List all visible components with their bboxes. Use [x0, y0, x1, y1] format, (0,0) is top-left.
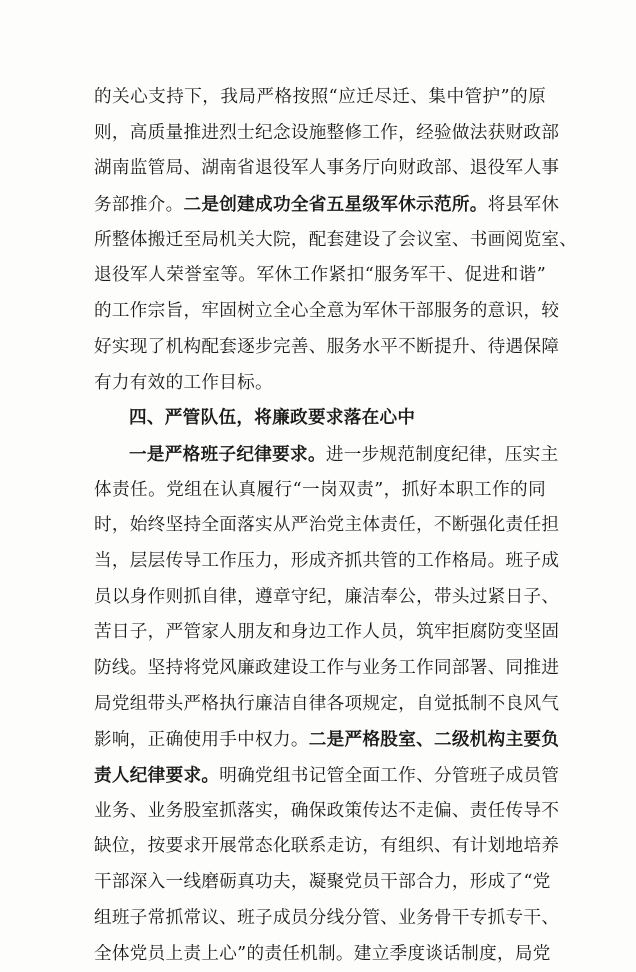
body-text: 当，层层传导工作压力，形成齐抓共管的工作格局。班子成 — [94, 551, 559, 571]
body-text: 则，高质量推进烈士纪念设施整修工作，经验做法获财政部 — [94, 123, 559, 143]
body-text: 体责任。党组在认真履行“一岗双责”，抓好本职工作的同 — [94, 480, 546, 500]
body-text: 明确党组书记管全面工作、分管班子成员管 — [219, 766, 559, 786]
text-line — [94, 258, 546, 294]
text-line — [94, 901, 546, 937]
text-line — [94, 651, 546, 687]
text-line — [94, 437, 546, 473]
text-line — [94, 80, 546, 116]
text-line — [94, 187, 546, 223]
text-line — [94, 223, 546, 259]
text-line — [94, 722, 546, 758]
text-line — [94, 937, 546, 972]
emphasis-text: 一是严格班子纪律要求。 — [129, 444, 326, 465]
body-text: 防线。坚持将党风廉政建设工作与业务工作同部署、同推进 — [94, 658, 559, 678]
text-line — [94, 687, 546, 723]
text-line — [94, 294, 546, 330]
body-text: 所整体搬迁至局机关大院，配套建设了会议室、书画阅览室、 — [94, 230, 577, 250]
body-text: 好实现了机构配套逐步完善、服务水平不断提升、待遇保障 — [94, 337, 559, 357]
body-text: 时，始终坚持全面落实从严治党主体责任，不断强化责任担 — [94, 515, 559, 535]
body-text: 进一步规范制度纪律，压实主 — [326, 445, 559, 465]
text-line — [94, 508, 546, 544]
body-text: 苦日子，严管家人朋友和身边工作人员，筑牢拒腐防变坚固 — [94, 622, 559, 642]
body-text: 将县军休 — [488, 195, 560, 215]
body-text: 组班子常抓常议、班子成员分线分管、业务骨干专抓专干、 — [94, 908, 559, 928]
text-line — [94, 829, 546, 865]
text-line — [94, 116, 546, 152]
emphasis-text: 四、严管队伍，将廉政要求落在心中 — [129, 408, 415, 428]
text-line — [94, 615, 546, 651]
text-line — [94, 151, 546, 187]
body-text: 影响，正确使用手中权力。 — [94, 730, 309, 750]
body-text: 有力有效的工作目标。 — [94, 373, 273, 393]
text-line — [94, 330, 546, 366]
text-line — [94, 473, 546, 509]
body-text: 缺位，按要求开展常态化联系走访，有组织、有计划地培养 — [94, 836, 559, 856]
emphasis-text: 二是严格股室、二级机构主要负 — [309, 729, 560, 750]
text-line — [94, 758, 546, 794]
section-heading — [94, 401, 546, 437]
body-text: 全体党员上责上心”的责任机制。建立季度谈话制度，局党 — [94, 944, 551, 964]
body-text: 的关心支持下，我局严格按照“应迁尽迁、集中管护”的原 — [94, 87, 546, 107]
body-text: 务部推介。 — [94, 195, 183, 215]
body-text: 退役军人荣誉室等。军休工作紧扣“服务军干、促进和谐” — [94, 265, 546, 285]
text-line — [94, 794, 546, 830]
text-line — [94, 865, 546, 901]
document-body — [94, 80, 546, 972]
text-line — [94, 366, 546, 402]
body-text: 员以身作则抓自律，遵章守纪，廉洁奉公，带头过紧日子、 — [94, 587, 559, 607]
body-text: 业务、业务股室抓落实，确保政策传达不走偏、责任传导不 — [94, 801, 559, 821]
body-text: 局党组带头严格执行廉洁自律各项规定，自觉抵制不良风气 — [94, 694, 559, 714]
emphasis-text: 二是创建成功全省五星级军休示范所。 — [183, 194, 487, 215]
body-text: 的工作宗旨，牢固树立全心全意为军休干部服务的意识，较 — [94, 301, 559, 321]
text-line — [94, 580, 546, 616]
body-text: 干部深入一线磨砺真功夫，凝聚党员干部合力，形成了“党 — [94, 872, 551, 892]
text-line — [94, 544, 546, 580]
body-text: 湖南监管局、湖南省退役军人事务厅向财政部、退役军人事 — [94, 158, 559, 178]
emphasis-text: 责人纪律要求。 — [94, 765, 219, 786]
